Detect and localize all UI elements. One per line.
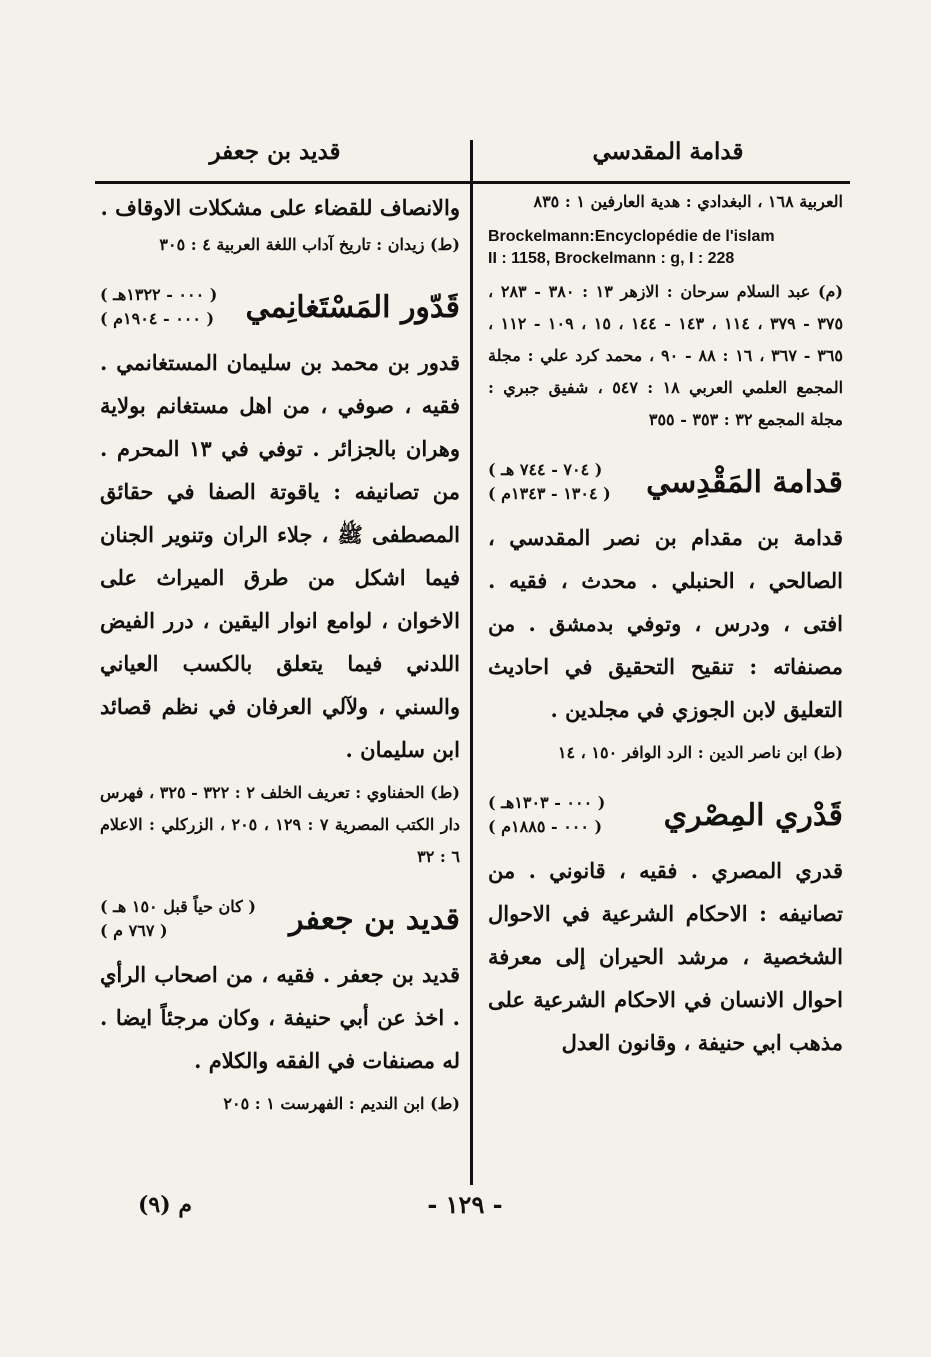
entry-dates — [100, 283, 217, 331]
entry-dates-gregorian: ( ٧٦٧ م ) — [100, 921, 168, 940]
entry-dates-gregorian: ( ٠٠٠ - ١٩٠٤م ) — [100, 309, 215, 328]
entry-dates — [488, 458, 611, 506]
entry-name: قَدّور المَسْتَغانِمي — [245, 289, 460, 325]
entry-dates — [488, 791, 605, 839]
entry-name: قديد بن جعفر — [288, 901, 460, 937]
entry-dates-hijri: ( كان حياً قبل ١٥٠ هـ ) — [100, 897, 256, 916]
latin-reference-line2: II : 1158, Brockelmann : g, I : 228 — [488, 250, 735, 267]
entry-reference: (ط) ابن ناصر الدين : الرد الوافر ١٥٠ ، ١٤ — [557, 743, 843, 762]
right-column — [488, 186, 843, 1064]
column-divider — [470, 140, 473, 1185]
entry-text: قدري المصري . فقيه ، قانوني . من تصانيفه : الاحكام الشرعية في الاحوال الشخصية ، مرشد الحيران إلى معرفة احوال الانسان في الاحكام الشرعية على مذهب ابي حنيفة ، وقانون العدل — [488, 858, 843, 1055]
latin-reference-line1: Brockelmann:Encyclopédie de l'islam — [488, 228, 775, 245]
reference-m: (م) عبد السلام سرحان : الازهر ١٣ : ٣٨٠ - ٢٨٣ ، ٣٧٥ - ٣٧٩ ، ١١٤ ، ١٤٣ - ١٤٤ ، ١٥ ، ١٠٩ - ١١٢ ، ٣٦٥ - ٣٦٧ ، ١٦ : ٨٨ - ٩٠ ، محمد كرد علي : مجلة المجمع العلمي العربي ١٨ : ٥٤٧ ، شفيق جبري : مجلة المجمع ٣٢ : ٣٥٣ - ٣٥٥ — [488, 282, 844, 429]
entry-dates-hijri: ( ٧٠٤ - ٧٤٤ هـ ) — [488, 460, 603, 479]
entry-heading — [100, 283, 460, 331]
entry-reference: (ط) ابن النديم : الفهرست ١ : ٢٠٥ — [223, 1094, 460, 1113]
page-number: - ١٢٩ - — [427, 1190, 503, 1219]
entry-dates-gregorian: ( ٠٠٠ - ١٨٨٥م ) — [488, 817, 603, 836]
entry-dates-hijri: ( ٠٠٠ - ١٣٠٣هـ ) — [488, 793, 606, 812]
entry-name: قدامة المَقْدِسي — [646, 464, 843, 500]
entry-text: قدامة بن مقدام بن نصر المقدسي ، الصالحي ، الحنبلي . محدث ، فقيه . افتى ، ودرس ، وتوفي بدمشق . من مصنفاته : تنقيح التحقيق في احاديث التعليق لابن الجوزي في مجلدين . — [488, 525, 843, 722]
left-column — [100, 186, 460, 1120]
entry-text: قدور بن محمد بن سليمان المستغانمي . فقيه ، صوفي ، من اهل مستغانم بولاية وهران بالجزائر . توفي في ١٣ المحرم . من تصانيفه : ياقوتة الصفا في حقائق المصطفى ﷺ ، جلاء الران وتنوير الجنان فيما اشكل من طرق الميراث على الاخوان ، لوامع انوار اليقين ، درر الفيض اللدني فيما يتعلق بالكسب العياني والسني ، ولآلي العرفان في نظم قصائد ابن سليمان . — [100, 350, 460, 762]
entry-heading — [488, 458, 843, 506]
entry-reference: (ط) الحفناوي : تعريف الخلف ٢ : ٣٢٢ - ٣٢٥ ، فهرس دار الكتب المصرية ٧ : ١٢٩ ، ٢٠٥ ، الزركلي : الاعلام ٦ : ٣٢ — [100, 783, 461, 866]
reference-continuation: العربية ١٦٨ ، البغدادي : هدية العارفين ١ : ٨٣٥ — [533, 192, 843, 211]
entry-dates-hijri: ( ٠٠٠ - ١٣٢٢هـ ) — [100, 285, 218, 304]
entry-text: قديد بن جعفر . فقيه ، من اصحاب الرأي . اخذ عن أبي حنيفة ، وكان مرجئاً ايضا . له مصنفات في الفقه والكلام . — [100, 962, 460, 1073]
entry-heading — [488, 791, 843, 839]
entry-name: قَدْري المِصْري — [663, 797, 843, 833]
entry-dates-gregorian: ( ١٣٠٤ - ١٣٤٣م ) — [488, 484, 611, 503]
entry-heading — [100, 895, 460, 943]
entry-dates — [100, 895, 256, 943]
running-header-left: قديد بن جعفر — [209, 138, 341, 165]
signature-mark: م (٩) — [138, 1192, 192, 1218]
latin-reference — [488, 226, 843, 270]
running-header-right: قدامة المقدسي — [592, 138, 744, 165]
continuation-text: والانصاف للقضاء على مشكلات الاوقاف . — [100, 195, 460, 220]
reference-continuation: (ط) زيدان : تاريخ آداب اللغة العربية ٤ : ٣٠٥ — [159, 235, 460, 254]
